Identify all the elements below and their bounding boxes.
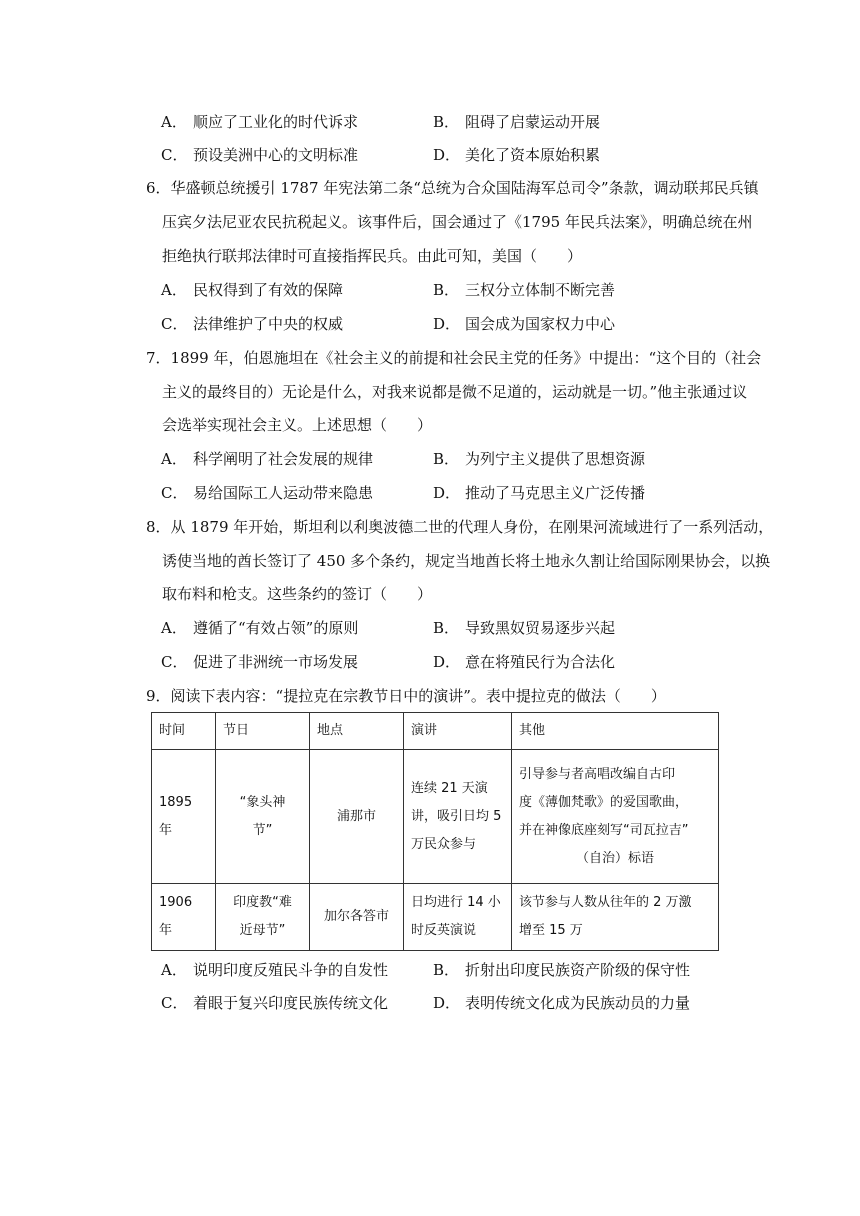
table-header: 时间 — [152, 713, 216, 750]
table-cell-festival: “象头神 节” — [216, 750, 310, 884]
q8-line-2: 诱使当地的酋长签订了 450 多个条约，规定当地酋长将土地永久割让给国际刚果协会，以换 — [162, 552, 771, 570]
table-row — [152, 884, 719, 951]
q7-option-b: B． 为列宁主义提供了思想资源 — [433, 450, 646, 468]
q8-option-c: C． 促进了非洲统一市场发展 — [161, 653, 359, 671]
q5-option-d: D． 美化了资本原始积累 — [433, 146, 601, 164]
table-header: 地点 — [310, 713, 404, 750]
q9-option-c: C． 着眼于复兴印度民族传统文化 — [161, 994, 389, 1012]
table-cell-festival: 印度教“难 近母节” — [216, 884, 310, 951]
q8-option-d: D． 意在将殖民行为合法化 — [433, 653, 616, 671]
q5-option-c: C． 预设美洲中心的文明标准 — [161, 146, 359, 164]
q9-table — [151, 712, 719, 951]
table-row — [152, 750, 719, 884]
option-text: 阻碍了启蒙运动开展 — [465, 113, 601, 131]
question-number: 7． — [146, 349, 171, 367]
table-header: 节日 — [216, 713, 310, 750]
q6-option-a: A． 民权得到了有效的保障 — [161, 281, 344, 299]
q5-option-a: A． 顺应了工业化的时代诉求 — [161, 113, 359, 131]
q7-option-d: D． 推动了马克思主义广泛传播 — [433, 484, 646, 502]
table-header-row — [152, 713, 719, 750]
q7-line-3: 会选举实现社会主义。上述思想（ ） — [162, 416, 433, 434]
question-number: 6． — [146, 179, 171, 197]
q9-stem: 9．阅读下表内容：“提拉克在宗教节日中的演讲”。表中提拉克的做法（ ） — [146, 687, 666, 705]
table-cell-year: 1895 年 — [152, 750, 216, 884]
table-cell-speech: 连续 21 天演 讲，吸引日均 5 万民众参与 — [404, 750, 512, 884]
table-cell-place: 加尔各答市 — [310, 884, 404, 951]
q6-line-3: 拒绝执行联邦法律时可直接指挥民兵。由此可知，美国（ ） — [162, 247, 583, 265]
table-cell-place: 浦那市 — [310, 750, 404, 884]
q7-option-c: C． 易给国际工人运动带来隐患 — [161, 484, 374, 502]
table-cell-other: 该节参与人数从往年的 2 万激 增至 15 万 — [512, 884, 719, 951]
table-header: 其他 — [512, 713, 719, 750]
q8-line-3: 取布料和枪支。这些条约的签订（ ） — [162, 585, 433, 603]
option-text: 美化了资本原始积累 — [465, 146, 601, 164]
q8-line-1: 8．从 1879 年开始，斯坦利以利奥波德二世的代理人身份，在刚果河流域进行了一系列活动， — [146, 518, 774, 536]
q6-option-b: B． 三权分立体制不断完善 — [433, 281, 616, 299]
table-header: 演讲 — [404, 713, 512, 750]
q6-line-1: 6．华盛顿总统援引 1787 年宪法第二条“总统为合众国陆海军总司令”条款，调动联邦民兵镇 — [146, 179, 759, 197]
q6-option-d: D． 国会成为国家权力中心 — [433, 315, 616, 333]
q9-option-b: B． 折射出印度民族资产阶级的保守性 — [433, 961, 691, 979]
q7-option-a: A． 科学阐明了社会发展的规律 — [161, 450, 374, 468]
option-text: 顺应了工业化的时代诉求 — [193, 113, 359, 131]
q7-line-1: 7．1899 年，伯恩施坦在《社会主义的前提和社会民主党的任务》中提出：“这个目的（社会 — [146, 349, 762, 367]
q9-option-d: D． 表明传统文化成为民族动员的力量 — [433, 994, 691, 1012]
table-cell-year: 1906 年 — [152, 884, 216, 951]
q6-line-2: 压宾夕法尼亚农民抗税起义。该事件后，国会通过了《1795 年民兵法案》，明确总统在州 — [162, 213, 753, 231]
option-text: 预设美洲中心的文明标准 — [193, 146, 359, 164]
q6-option-c: C． 法律维护了中央的权威 — [161, 315, 344, 333]
question-number: 8． — [146, 518, 171, 536]
question-number: 9． — [146, 687, 171, 705]
q7-line-2: 主义的最终目的）无论是什么，对我来说都是微不足道的，运动就是一切。”他主张通过议 — [162, 383, 748, 401]
q8-option-a: A． 遵循了“有效占领”的原则 — [161, 619, 359, 637]
table-cell-other: 引导参与者高唱改编自古印 度《薄伽梵歌》的爱国歌曲， 并在神像底座刻写“司瓦拉吉” （自治）标语 — [512, 750, 719, 884]
q8-option-b: B． 导致黑奴贸易逐步兴起 — [433, 619, 616, 637]
table-cell-speech: 日均进行 14 小 时反英演说 — [404, 884, 512, 951]
q5-option-b: B． 阻碍了启蒙运动开展 — [433, 113, 601, 131]
q9-option-a: A． 说明印度反殖民斗争的自发性 — [161, 961, 389, 979]
